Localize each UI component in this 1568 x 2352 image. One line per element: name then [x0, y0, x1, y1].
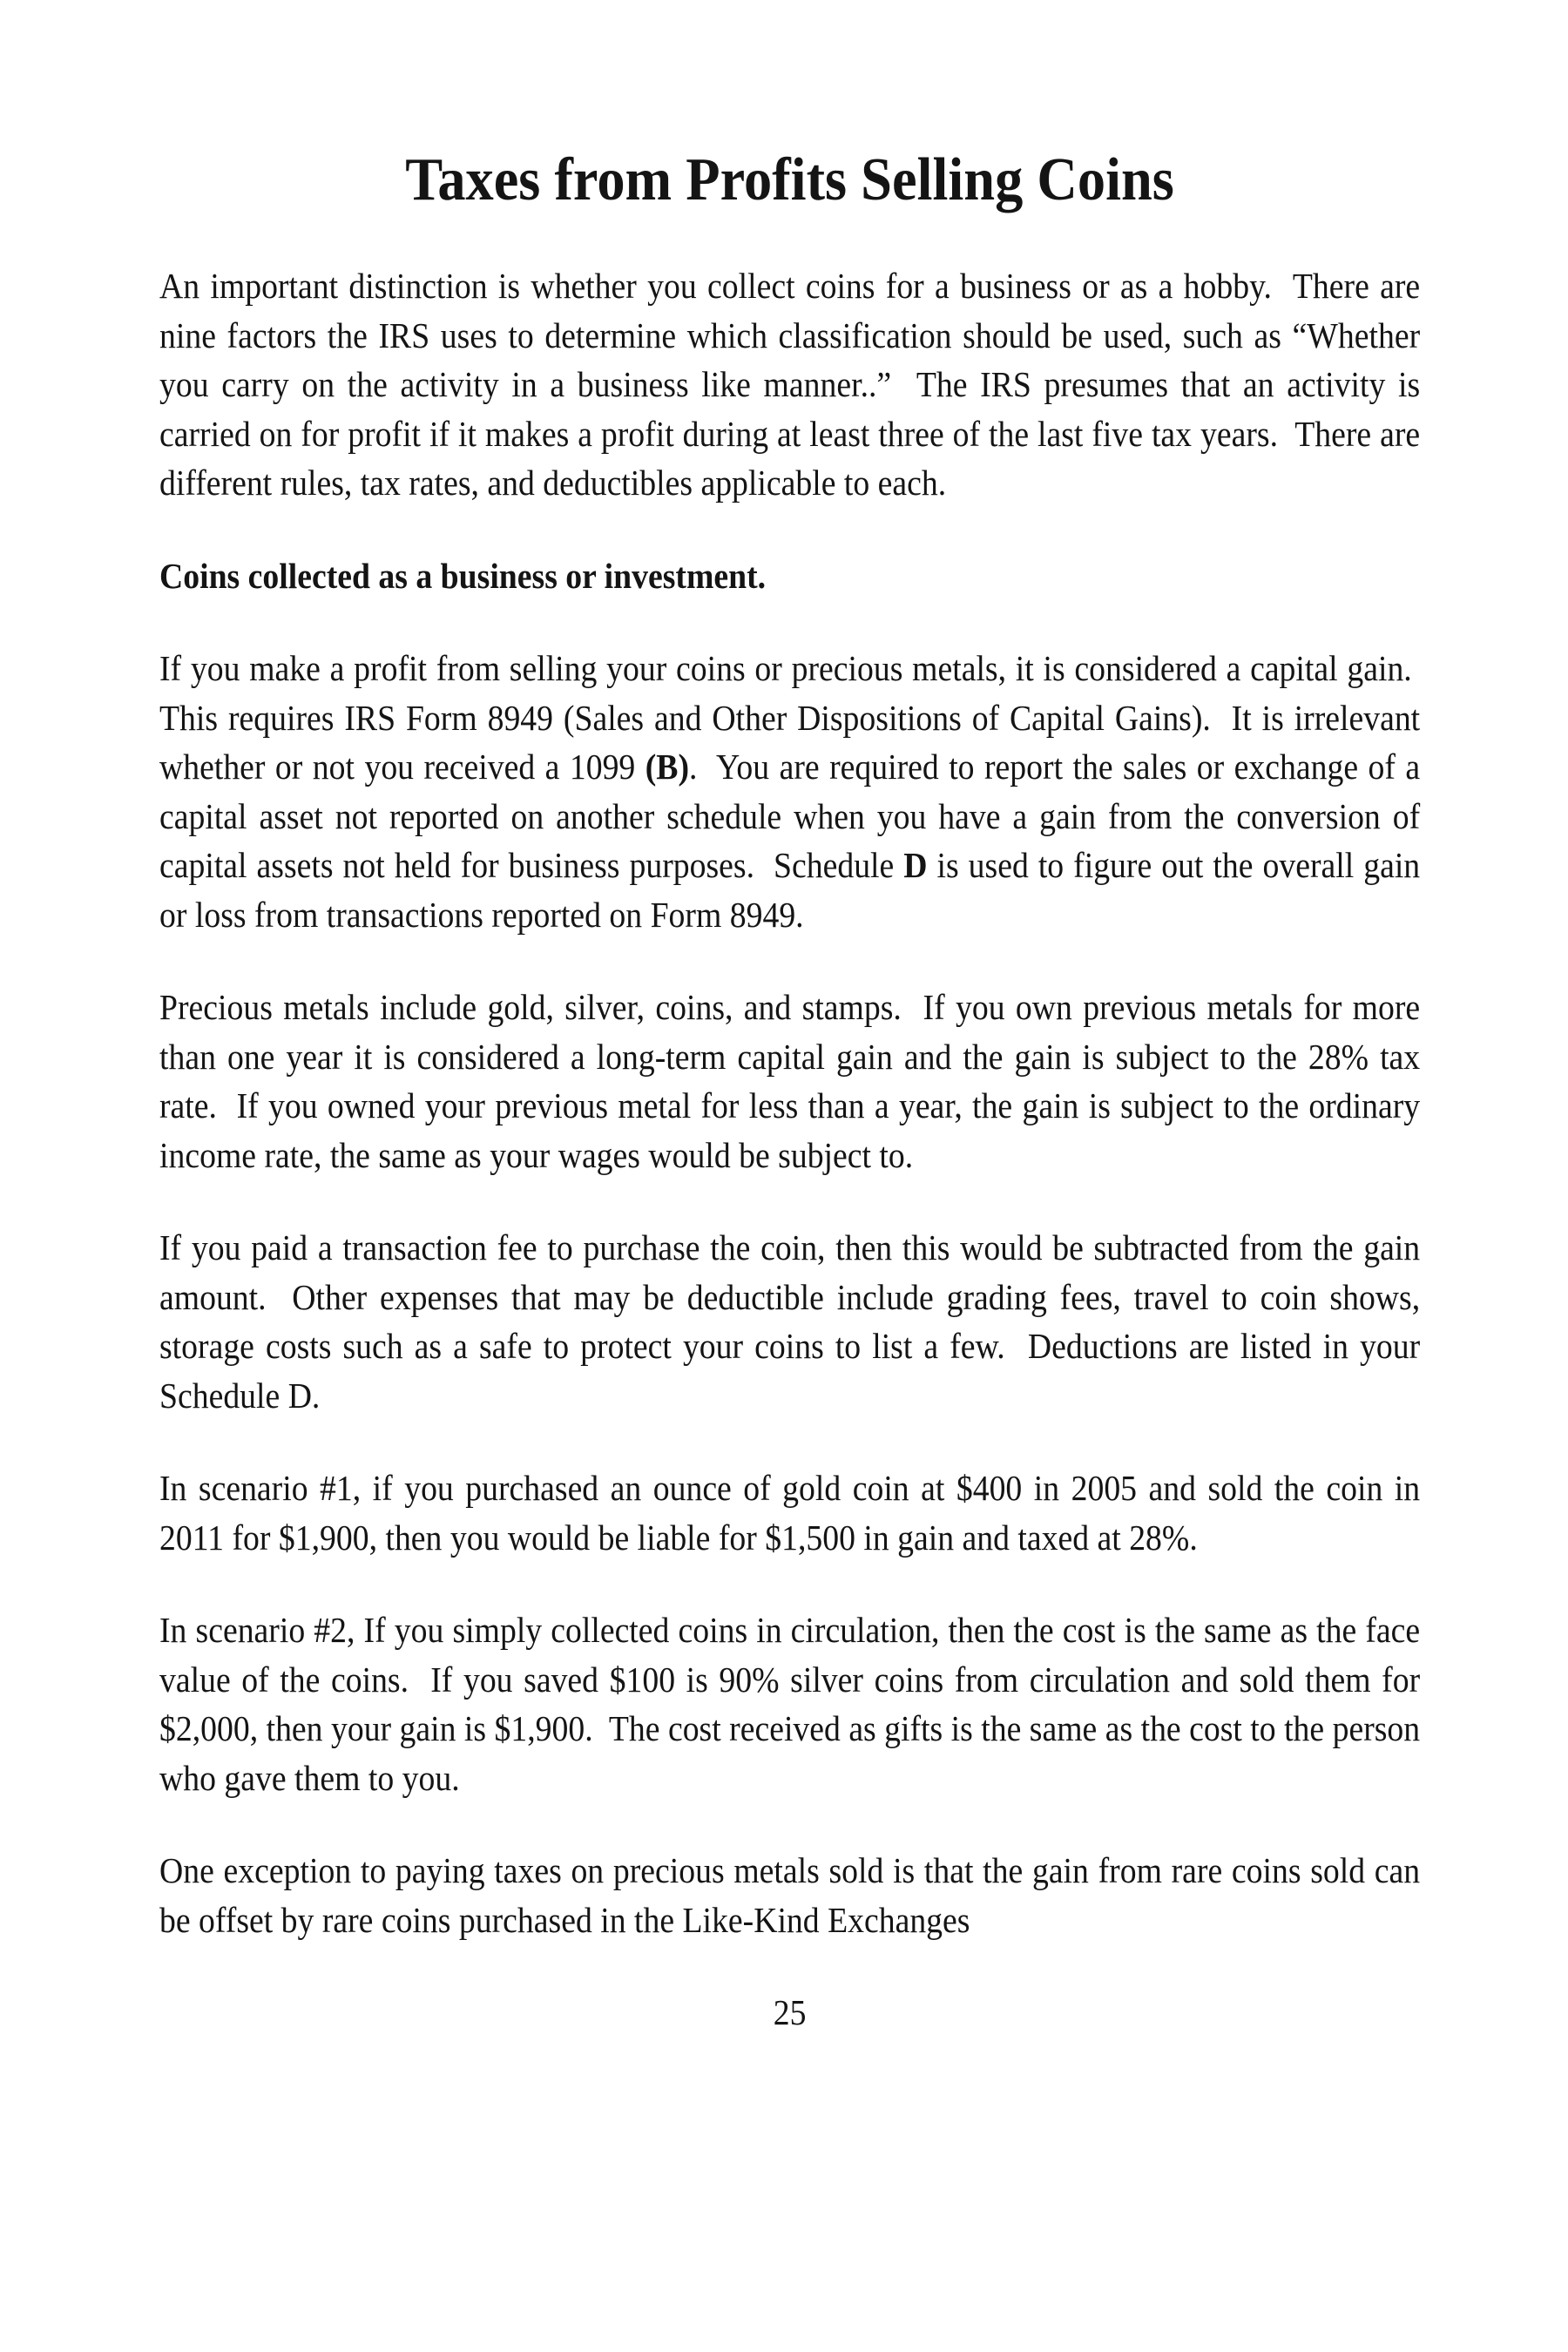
- paragraph: [159, 644, 1420, 939]
- page-title: Taxes from Profits Selling Coins: [405, 146, 1174, 213]
- page-number: 25: [773, 1992, 807, 2032]
- paragraph: [159, 1223, 1420, 1420]
- body-paragraphs: [159, 261, 1420, 1944]
- bold-text-run: (B): [645, 747, 690, 787]
- bold-text-run: Coins collected as a business or investment.: [159, 555, 767, 596]
- text-run: In scenario #1, if you purchased an ounce of gold coin at $400 in 2005 and sold the coin in 2011 for $1,900, then you would be liable for $1,500 in gain and taxed at 28%.: [159, 1468, 1421, 1558]
- text-run: If you paid a transaction fee to purchase the coin, then this would be subtracted from the gain amount. Other expenses that may be deductible include grading fees, travel to coin shows, storage costs such as a safe to protect your coins to list a few. Deductions are listed in your Schedule D.: [159, 1227, 1421, 1416]
- text-run: In scenario #2, If you simply collected coins in circulation, then the cost is the same as the face value of the coins. If you saved $100 is 90% silver coins from circulation and sold them for $2,000, then your gain is $1,900. The cost received as gifts is the same as the cost to the person who gave them to you.: [159, 1610, 1421, 1798]
- page-content: [159, 0, 1420, 2038]
- text-run: An important distinction is whether you collect coins for a business or as a hobby. There are nine factors the IRS uses to determine which classification should be used, such as “Whether you carry on the activity in a business like manner..” The IRS presumes that an activity is carried on for profit if it makes a profit during at least three of the last five tax years. There are different rules, tax rates, and deductibles applicable to each.: [159, 266, 1421, 503]
- text-run: One exception to paying taxes on precious metals sold is that the gain from rare coins sold can be offset by rare coins purchased in the Like-Kind Exchanges: [159, 1850, 1421, 1940]
- section-heading: [159, 551, 1420, 601]
- paragraph: [159, 1463, 1420, 1562]
- paragraph: [159, 261, 1420, 508]
- bold-text-run: D: [903, 845, 928, 885]
- text-run: If you make a profit from selling your coins or precious metals, it is considered a capital gain. This requires IRS Form 8949 (Sales and Other Dispositions of Capital Gains). It is irrelevant whether or not you received a 1099: [159, 648, 1421, 787]
- paragraph: [159, 1605, 1420, 1802]
- paragraph: [159, 1846, 1420, 1944]
- text-run: . You are required to report the sales or exchange of a capital asset not reported on another schedule when you have a gain from the conversion of capital assets not held for business purposes. Schedule: [159, 747, 1421, 885]
- text-run: is used to figure out the overall gain or loss from transactions reported on Form 8949.: [159, 845, 1421, 935]
- text-run: Precious metals include gold, silver, coins, and stamps. If you own previous metals for more than one year it is considered a long-term capital gain and the gain is subject to the 28% tax rate. If you owned your previous metal for less than a year, the gain is subject to the ordinary income rate, the same as your wages would be subject to.: [159, 987, 1421, 1175]
- paragraph: [159, 983, 1420, 1179]
